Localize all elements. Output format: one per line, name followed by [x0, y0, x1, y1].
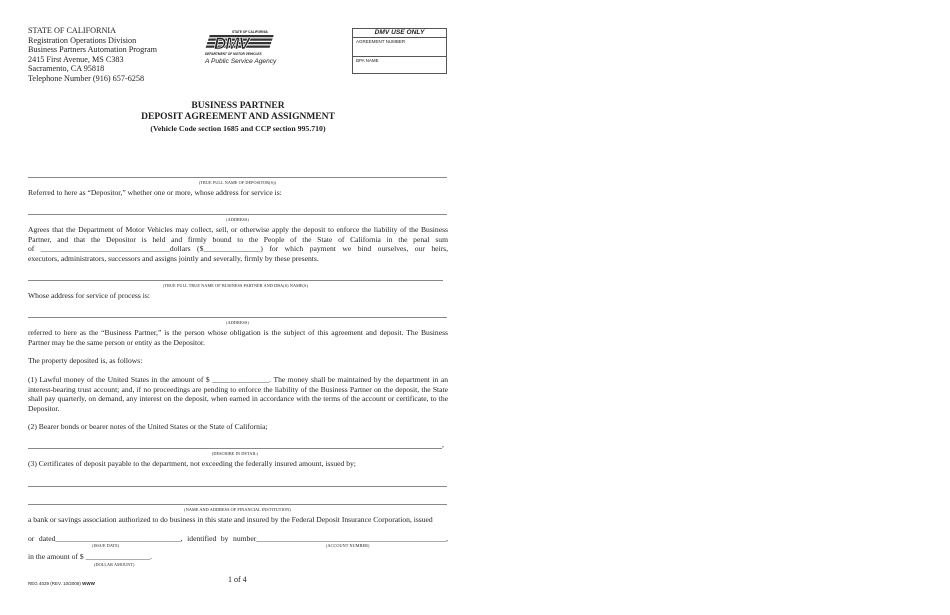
bpa-name-label: BPA NAME — [356, 58, 379, 63]
form-id: REG 4029 (REV. 10/2008) — [28, 581, 81, 586]
partner-address-field[interactable] — [28, 317, 447, 318]
account-number-caption: (ACCOUNT NUMBER) — [326, 543, 370, 548]
describe-caption: (DESCRIBE IN DETAIL) — [211, 451, 259, 456]
item3-certificates-text: (3) Certificates of deposit payable to the department, not exceeding the federally insured amount, issued by; — [28, 459, 356, 468]
logo-sub-text: DEPARTMENT OF MOTOR VEHICLES — [205, 52, 262, 56]
describe-field[interactable] — [28, 448, 442, 449]
dmv-logo-graphic — [204, 28, 280, 58]
form-identifier — [28, 581, 95, 586]
address-line: Business Partners Automation Program — [28, 45, 157, 55]
address-caption: (ADDRESS) — [226, 217, 249, 222]
agrees-paragraph-end: executors, administrators, successors and assigns jointly and severally, firmly by these presents. — [28, 254, 319, 263]
item2-bearer-bonds-text: (2) Bearer bonds or bearer notes of the United States or the State of California; — [28, 422, 268, 431]
agency-address — [28, 26, 157, 84]
depositor-address-field[interactable] — [28, 214, 447, 215]
business-partner-name-field[interactable] — [28, 280, 443, 281]
dmv-use-only-title: DMV USE ONLY — [353, 29, 446, 38]
describe-comma: , — [442, 440, 444, 449]
business-partner-name-caption: (TRUE FULL TRUE NAME OF BUSINESS PARTNER AND DBA(S) NAME(S) — [163, 283, 308, 288]
whose-address-text: Whose address for service of process is: — [28, 291, 150, 300]
agrees-paragraph: Agrees that the Department of Motor Vehicles may collect, sell, or otherwise apply the deposit to enforce the liability of the Business Partner, and that the Depositor is held and firmly bound to the People of the State of California in the penal sum — [28, 225, 448, 244]
issue-date-caption: (ISSUE DATE) — [92, 543, 120, 548]
dmv-logo — [204, 28, 294, 68]
address-line: STATE OF CALIFORNIA — [28, 26, 117, 35]
agreement-number-field[interactable] — [353, 38, 446, 56]
address-line: Registration Operations Division — [28, 35, 137, 45]
bpa-name-field[interactable] — [353, 56, 446, 74]
address-line: 2415 First Avenue, MS C383 — [28, 54, 124, 64]
agreement-number-label: AGREEMENT NUMBER — [356, 39, 406, 44]
property-deposited-text: The property deposited is, as follows: — [28, 356, 143, 365]
institution-caption: (NAME AND ADDRESS OF FINANCIAL INSTITUTION) — [184, 507, 291, 512]
form-suffix: WWW — [82, 581, 95, 586]
or-dated-line[interactable]: or dated_________________________________, identified by number__________________________________________________, — [28, 534, 448, 543]
dollar-amount-line[interactable]: in the amount of $ _________________. — [28, 552, 153, 561]
form-title-statute: (Vehicle Code section 1685 and CCP section 995.710) — [150, 124, 326, 133]
dmv-use-only-box — [352, 28, 447, 74]
referred-partner-text: referred to here as the “Business Partner,” is the person whose obligation is the subject of this agreement and deposit. The Business Partner may be the same person or entity as the Depositor. — [28, 328, 448, 347]
logo-top-text: STATE OF CALIFORNIA — [232, 30, 268, 34]
address-line: Telephone Number (916) 657-6258 — [28, 73, 145, 83]
address-line: Sacramento, CA 95818 — [28, 64, 105, 74]
dollar-amount-caption: (DOLLAR AMOUNT) — [94, 562, 135, 567]
form-title-line1: BUSINESS PARTNER — [191, 101, 285, 111]
logo-brand: DMV — [214, 34, 249, 53]
institution-field-line2[interactable] — [28, 504, 447, 505]
institution-field-line1[interactable] — [28, 486, 447, 487]
item1-lawful-money-text: (1) Lawful money of the United States in the amount of $ _______________. The money shall be maintained by the department in an interest-bearing trust account; and, if no proceedings are pending to enforce the liability of the Business Partner on the deposit, the State shall pay quarterly, on demand, any interest on the deposit, when earned in accordance with the terms of the account or certificate, to the Depositor. — [28, 375, 448, 413]
depositor-name-field[interactable] — [28, 177, 447, 178]
bank-text: a bank or savings association authorized to do business in this state and insured by the Federal Deposit Insurance Corporation, issued — [28, 515, 433, 524]
address-caption: (ADDRESS) — [226, 320, 249, 325]
penal-sum-line: of __________________________________dollars ($_______________) for which payment we bind ourselves, our heirs, — [28, 244, 448, 253]
referred-depositor-text: Referred to here as “Depositor,” whether one or more, whose address for service is: — [28, 188, 282, 197]
page-number: 1 of 4 — [228, 575, 247, 584]
logo-tagline: A Public Service Agency — [205, 58, 277, 65]
depositor-name-caption: (TRUE FULL NAME OF DEPOSITOR(S)) — [198, 180, 277, 185]
form-title-line2: DEPOSIT AGREEMENT AND ASSIGNMENT — [141, 112, 335, 122]
